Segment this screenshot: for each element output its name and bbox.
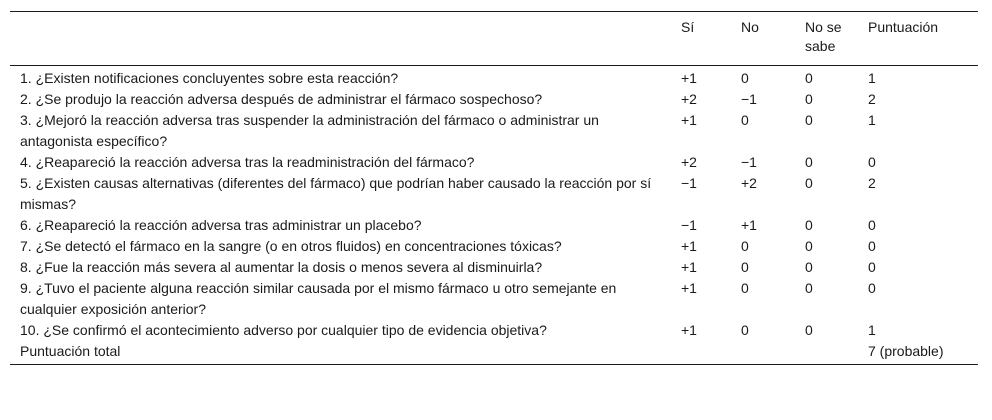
no-cell: 0 (741, 112, 749, 128)
question-cell: 9. ¿Tuvo el paciente alguna reacción similar causada por el mismo fármaco u otro semejante en cualquier exposición anterior? (20, 280, 617, 317)
question-cell: 10. ¿Se confirmó el acontecimiento adverso por cualquier tipo de evidencia objetiva? (20, 322, 547, 338)
si-cell: +2 (681, 91, 697, 107)
puntuacion-cell: 2 (868, 175, 876, 191)
table-row (10, 152, 978, 173)
header-row (10, 12, 978, 66)
puntuacion-cell: 0 (868, 217, 876, 233)
table-row (10, 257, 978, 278)
question-cell: 1. ¿Existen notificaciones concluyentes sobre esta reacción? (20, 70, 399, 86)
no-cell: −1 (741, 154, 757, 170)
puntuacion-cell: 0 (868, 280, 876, 296)
table-row (10, 89, 978, 110)
total-si-cell (675, 341, 735, 365)
question-cell: 2. ¿Se produjo la reacción adversa después de administrar el fármaco sospechoso? (20, 91, 543, 107)
table-row (10, 215, 978, 236)
table-row (10, 66, 978, 90)
si-cell: +1 (681, 280, 697, 296)
no-se-sabe-cell: 0 (805, 70, 813, 86)
si-cell: +1 (681, 322, 697, 338)
no-se-sabe-cell: 0 (805, 280, 813, 296)
si-cell: +1 (681, 238, 697, 254)
naranjo-score-table-container (10, 11, 978, 365)
no-se-sabe-cell: 0 (805, 322, 813, 338)
no-se-sabe-cell: 0 (805, 175, 813, 191)
header-si: Sí (681, 19, 695, 35)
puntuacion-cell: 0 (868, 238, 876, 254)
table-row (10, 173, 978, 215)
no-se-sabe-cell: 0 (805, 112, 813, 128)
puntuacion-cell: 1 (868, 70, 876, 86)
puntuacion-cell: 1 (868, 112, 876, 128)
table-row (10, 236, 978, 257)
no-se-sabe-cell: 0 (805, 217, 813, 233)
si-cell: +1 (681, 112, 697, 128)
no-cell: 0 (741, 322, 749, 338)
si-cell: −1 (681, 217, 697, 233)
no-cell: +2 (741, 175, 757, 191)
si-cell: +1 (681, 70, 697, 86)
table-row (10, 320, 978, 341)
no-se-sabe-cell: 0 (805, 238, 813, 254)
header-no: No (741, 19, 759, 35)
table-row (10, 278, 978, 320)
header-puntuacion: Puntuación (868, 19, 939, 35)
question-cell: 5. ¿Existen causas alternativas (diferentes del fármaco) que podrían haber causado la reacción por sí mismas? (20, 175, 652, 212)
no-cell: 0 (741, 70, 749, 86)
total-row (10, 341, 978, 365)
no-cell: 0 (741, 259, 749, 275)
puntuacion-cell: 1 (868, 322, 876, 338)
si-cell: +2 (681, 154, 697, 170)
header-no-se-sabe: No se sabe (805, 19, 842, 54)
question-cell: 6. ¿Reapareció la reacción adversa tras administrar un placebo? (20, 217, 422, 233)
question-cell: 3. ¿Mejoró la reacción adversa tras suspender la administración del fármaco o administrar un antagonista específico? (20, 112, 599, 149)
no-cell: +1 (741, 217, 757, 233)
no-cell: 0 (741, 280, 749, 296)
no-se-sabe-cell: 0 (805, 154, 813, 170)
si-cell: −1 (681, 175, 697, 191)
si-cell: +1 (681, 259, 697, 275)
table-header (10, 12, 978, 66)
question-cell: 7. ¿Se detectó el fármaco en la sangre (o en otros fluidos) en concentraciones tóxicas? (20, 238, 562, 254)
puntuacion-cell: 0 (868, 259, 876, 275)
header-question (10, 12, 675, 66)
no-cell: 0 (741, 238, 749, 254)
no-se-sabe-cell: 0 (805, 91, 813, 107)
table-body (10, 66, 978, 365)
question-cell: 8. ¿Fue la reacción más severa al aumentar la dosis o menos severa al disminuirla? (20, 259, 543, 275)
total-score: 7 (probable) (868, 343, 944, 359)
total-no-cell (735, 341, 799, 365)
no-cell: −1 (741, 91, 757, 107)
question-cell: 4. ¿Reapareció la reacción adversa tras la readministración del fármaco? (20, 154, 475, 170)
puntuacion-cell: 0 (868, 154, 876, 170)
table-row (10, 110, 978, 152)
naranjo-score-table (10, 11, 978, 365)
no-se-sabe-cell: 0 (805, 259, 813, 275)
total-no-se-sabe-cell (799, 341, 862, 365)
puntuacion-cell: 2 (868, 91, 876, 107)
total-label: Puntuación total (20, 343, 121, 359)
